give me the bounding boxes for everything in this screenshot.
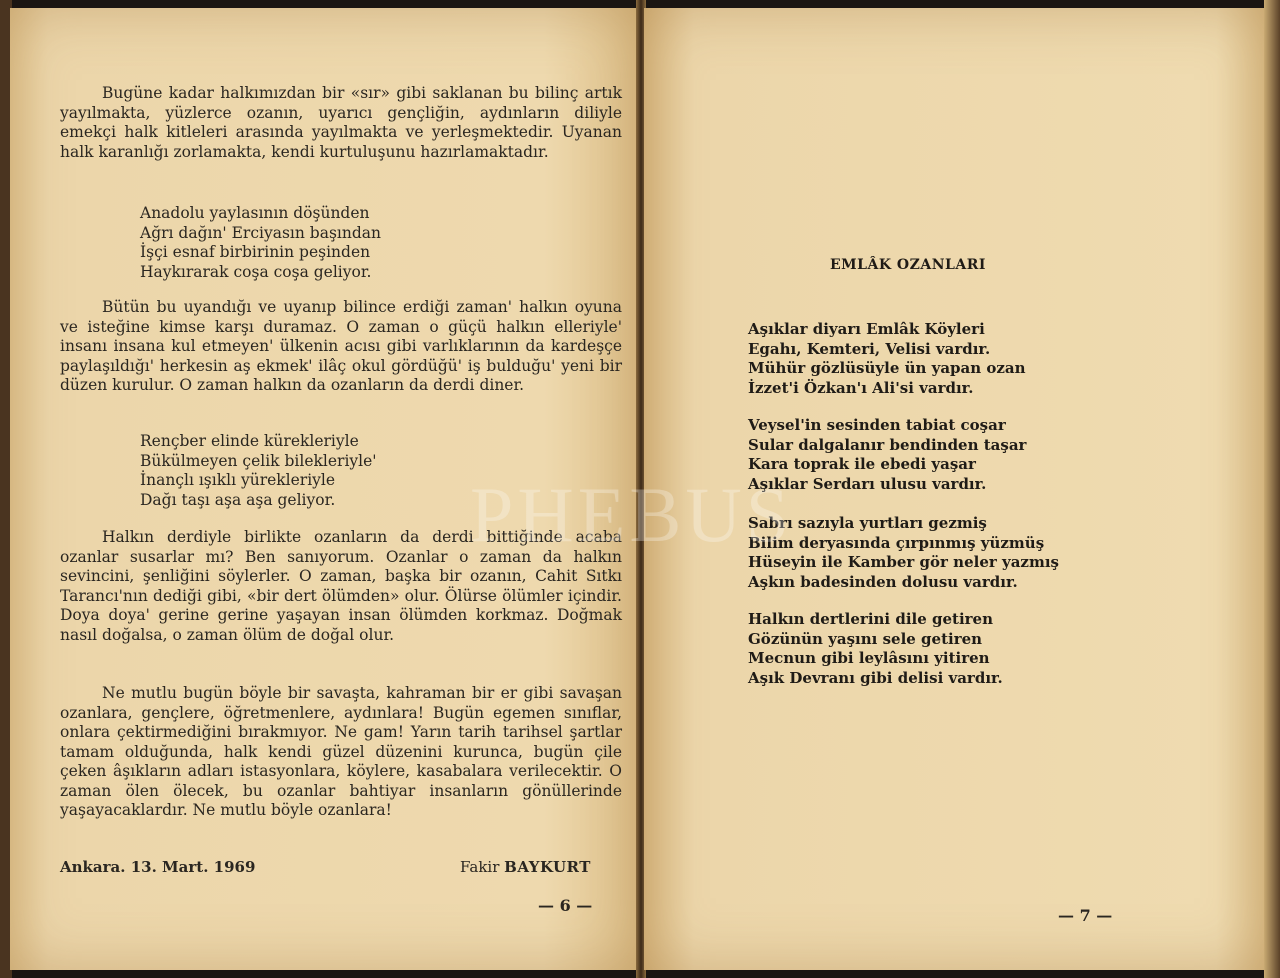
stanza-line: Rençber elinde kürekleriyle bbox=[140, 432, 359, 450]
paragraph-4: Ne mutlu bugün böyle bir savaşta, kahraman bir er gibi savaşan ozanlara, gençlere, öğretmenlere, aydınlara! Bugün egemen sınıflar, onlara çektirmediğini bırakmıyor. Ne gam! Yarın tarih tarihsel şartlar tamam olduğunda, halk kendi güzel düzenini kurunca, bugün çile çeken âşıkların adları istasyonlara, köylere, kasabalara verilecektir. O zaman ölen ölecek, bu ozanlar bahtiyar insanların gönüllerinde yaşayacaklardır. Ne mutlu böyle ozanlara! bbox=[60, 684, 622, 819]
page-number-right: — 7 — bbox=[1058, 906, 1113, 925]
poem-line: Aşıklar diyarı Emlâk Köyleri bbox=[748, 320, 985, 338]
poem-line: Mecnun gibi leylâsını yitiren bbox=[748, 649, 990, 667]
poem-line: Aşkın badesinden dolusu vardır. bbox=[748, 572, 1018, 591]
stanza-line: Ağrı dağın' Erciyasın başından bbox=[140, 223, 382, 242]
author-first-name: Fakir bbox=[460, 858, 500, 876]
left-stanza-1 bbox=[140, 204, 381, 282]
stanza-line: İşçi esnaf birbirinin peşinden bbox=[140, 243, 371, 261]
poem-line: Gözünün yaşını sele getiren bbox=[748, 629, 983, 648]
stanza-line: Dağı taşı aşa aşa geliyor. bbox=[140, 490, 336, 509]
poem-line: Veysel'in sesinden tabiat coşar bbox=[748, 416, 1006, 434]
left-page bbox=[10, 8, 638, 970]
poem-line: Aşık Devranı gibi delisi vardır. bbox=[748, 668, 1003, 687]
poem-stanza-4 bbox=[748, 610, 1003, 688]
poem-line: Sabrı sazıyla yurtları gezmiş bbox=[748, 514, 987, 532]
paragraph-3: Halkın derdiyle birlikte ozanların da derdi bittiğinde acaba ozanlar susarlar mı? Ben sanıyorum. Ozanlar o zaman da halkın sevincini, şenliğini söylerler. O zaman, başka bir ozanın, Cahit Sıtkı Tarancı'nın dediği gibi, «bir dert ölümden» olur. Ölürse ölümler içindir. Doya doya' gerine gerine yaşayan insan ölümden korkmaz. Doğmak nasıl doğalsa, o zaman ölüm de doğal olur. bbox=[60, 528, 622, 644]
poem-line: Bilim deryasında çırpınmış yüzmüş bbox=[748, 533, 1045, 552]
stanza-line: Bükülmeyen çelik bilekleriyle' bbox=[140, 451, 377, 470]
poem-line: Kara toprak ile ebedi yaşar bbox=[748, 455, 976, 473]
poem-line: Halkın dertlerini dile getiren bbox=[748, 610, 994, 628]
poem-stanza-2 bbox=[748, 416, 1026, 494]
phebus-watermark: PHEBUS bbox=[470, 471, 794, 558]
signature-date: Ankara. 13. Mart. 1969 bbox=[60, 858, 256, 876]
poem-line: Egahı, Kemteri, Velisi vardır. bbox=[748, 339, 991, 358]
book-edge-right bbox=[1264, 0, 1280, 978]
poem-title: EMLÂK OZANLARI bbox=[830, 257, 986, 273]
poem-line: Aşıklar Serdarı ulusu vardır. bbox=[748, 474, 987, 493]
signature-author bbox=[460, 858, 591, 876]
poem-line: Mühür gözlüsüyle ün yapan ozan bbox=[748, 359, 1026, 377]
paragraph-1: Bugüne kadar halkımızdan bir «sır» gibi saklanan bu bilinç artık yayılmakta, yüzlerce ozanın, uyarıcı gençliğin, aydınların diliyle emekçi halk kitleleri arasında yayılmakta ve yerleşmektedir. Uyanan halk karanlığı zorlamakta, kendi kurtuluşunu hazırlamaktadır. bbox=[60, 84, 622, 161]
poem-stanza-3 bbox=[748, 514, 1059, 592]
author-last-name: BAYKURT bbox=[504, 858, 591, 876]
poem-line: İzzet'i Özkan'ı Ali'si vardır. bbox=[748, 378, 974, 397]
poem-line: Hüseyin ile Kamber gör neler yazmış bbox=[748, 553, 1059, 571]
left-stanza-2 bbox=[140, 432, 377, 510]
page-number-left: — 6 — bbox=[538, 896, 593, 915]
poem-line: Sular dalgalanır bendinden taşar bbox=[748, 435, 1027, 454]
right-page bbox=[644, 8, 1266, 970]
paragraph-2: Bütün bu uyandığı ve uyanıp bilince erdiği zaman' halkın oyuna ve isteğine kimse karşı duramaz. O zaman o güçü halkın elleriyle' insanı insana kul etmeyen' ülkenin acısı gibi varlıklarının da kardeşçe paylaşıldığı' herkesin aş ekmek' ilâç okul gördüğü' iş bulduğu' yeni bir düzen kurulur. O zaman halkın da ozanların da derdi diner. bbox=[60, 298, 622, 394]
poem-stanza-1 bbox=[748, 320, 1026, 398]
stanza-line: Anadolu yaylasının döşünden bbox=[140, 204, 370, 222]
stanza-line: İnançlı ışıklı yürekleriyle bbox=[140, 471, 336, 489]
stanza-line: Haykırarak coşa coşa geliyor. bbox=[140, 262, 372, 281]
